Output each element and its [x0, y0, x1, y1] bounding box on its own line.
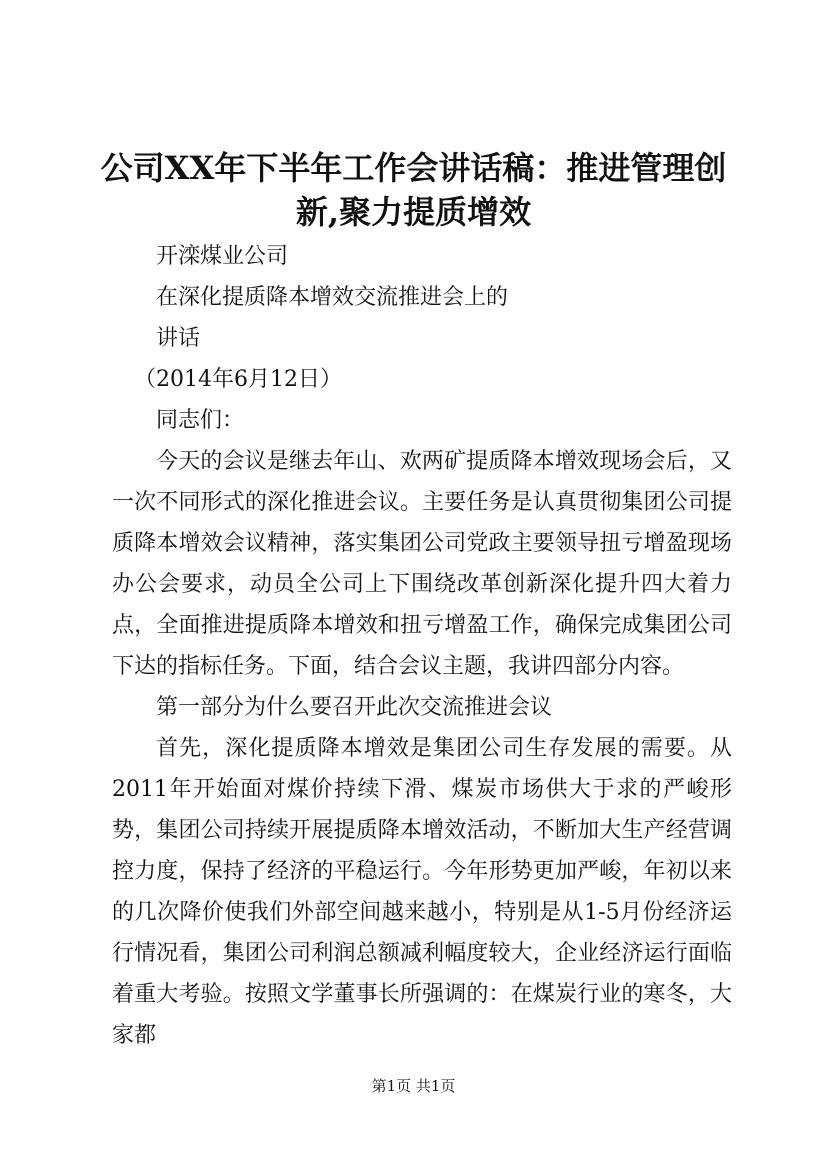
speech-date: （2014年6月12日）: [134, 367, 342, 392]
document-title: 公司XX年下半年工作会讲话稿：推进管理创新,聚力提质增效: [100, 149, 727, 231]
body-paragraph: 首先，深化提质降本增效是集团公司生存发展的需要。从2011年开始面对煤价持续下滑、煤炭市场供大于求的严峻形势，集团公司持续开展提质降本增效活动，不断加大生产经营调控力度，保持了经济的平稳运行。今年形势更加严峻，年初以来的几次降价使我们外部空间越来越小，特别是从1-5月份经济运行情况看，集团公司利润总额减利幅度较大，企业经济运行面临着重大考验。按照文学董事长所强调的：在煤炭行业的寒冬，大家都: [112, 736, 732, 1048]
section-heading: 第一部分为什么要召开此次交流推进会议: [156, 695, 553, 720]
page-footer: 第1页 共1页: [371, 1077, 456, 1095]
salutation: 同志们：: [156, 408, 245, 433]
speaker-organization: 开滦煤业公司: [156, 244, 289, 269]
speech-label: 讲话: [156, 326, 201, 351]
document-body: [112, 236, 732, 1056]
body-paragraph: 今天的会议是继去年山、欢两矿提质降本增效现场会后，又一次不同形式的深化推进会议。主要任务是认真贯彻集团公司提质降本增效会议精神，落实集团公司党政主要领导扭亏增盈现场办公会要求，动员全公司上下围绕改革创新深化提升四大着力点，全面推进提质降本增效和扭亏增盈工作，确保完成集团公司下达的指标任务。下面，结合会议主题，我讲四部分内容。: [112, 449, 732, 679]
speech-occasion: 在深化提质降本增效交流推进会上的: [156, 285, 509, 310]
